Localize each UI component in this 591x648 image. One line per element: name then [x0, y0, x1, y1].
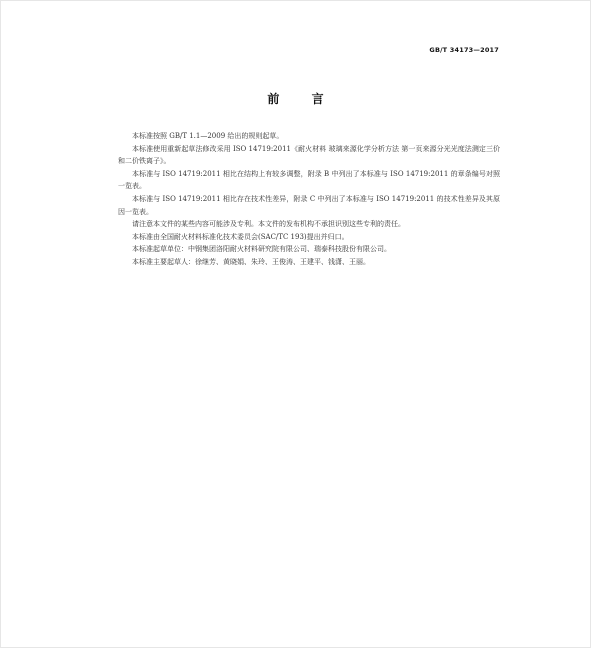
paragraph: 本标准与 ISO 14719:2011 相比在结构上有较多调整，附录 B 中列出了本标准与 ISO 14719:2011 的章条编号对照一览表。: [118, 169, 500, 191]
paragraph: 本标准起草单位：中钢集团洛阳耐火材料研究院有限公司、瑞泰科技股份有限公司。: [132, 245, 391, 254]
standard-code: GB/T 34173—2017: [429, 46, 499, 54]
paragraph: 请注意本文件的某些内容可能涉及专利。本文件的发布机构不承担识别这些专利的责任。: [132, 220, 405, 229]
paragraph: 本标准按照 GB/T 1.1—2009 给出的规则起草。: [132, 132, 284, 140]
paragraph: 本标准由全国耐火材料标准化技术委员会(SAC/TC 193)提出并归口。: [132, 232, 349, 241]
paragraph: 本标准主要起草人：徐继芳、黄晓娟、朱玲、王俊涛、王建平、钱潇、王丽。: [132, 257, 370, 266]
paragraph: 本标准与 ISO 14719:2011 相比存在技术性差异，附录 C 中列出了本标准与 ISO 14719:2011 的技术性差异及其原因一览表。: [118, 194, 500, 216]
foreword-body: [118, 130, 500, 269]
paragraph: 本标准使用重新起草法修改采用 ISO 14719:2011《耐火材料 玻璃来源化学分析方法 第一页来源分光光度法测定三价和二价铁离子》。: [118, 144, 500, 166]
page-title: 前 言: [267, 92, 338, 106]
